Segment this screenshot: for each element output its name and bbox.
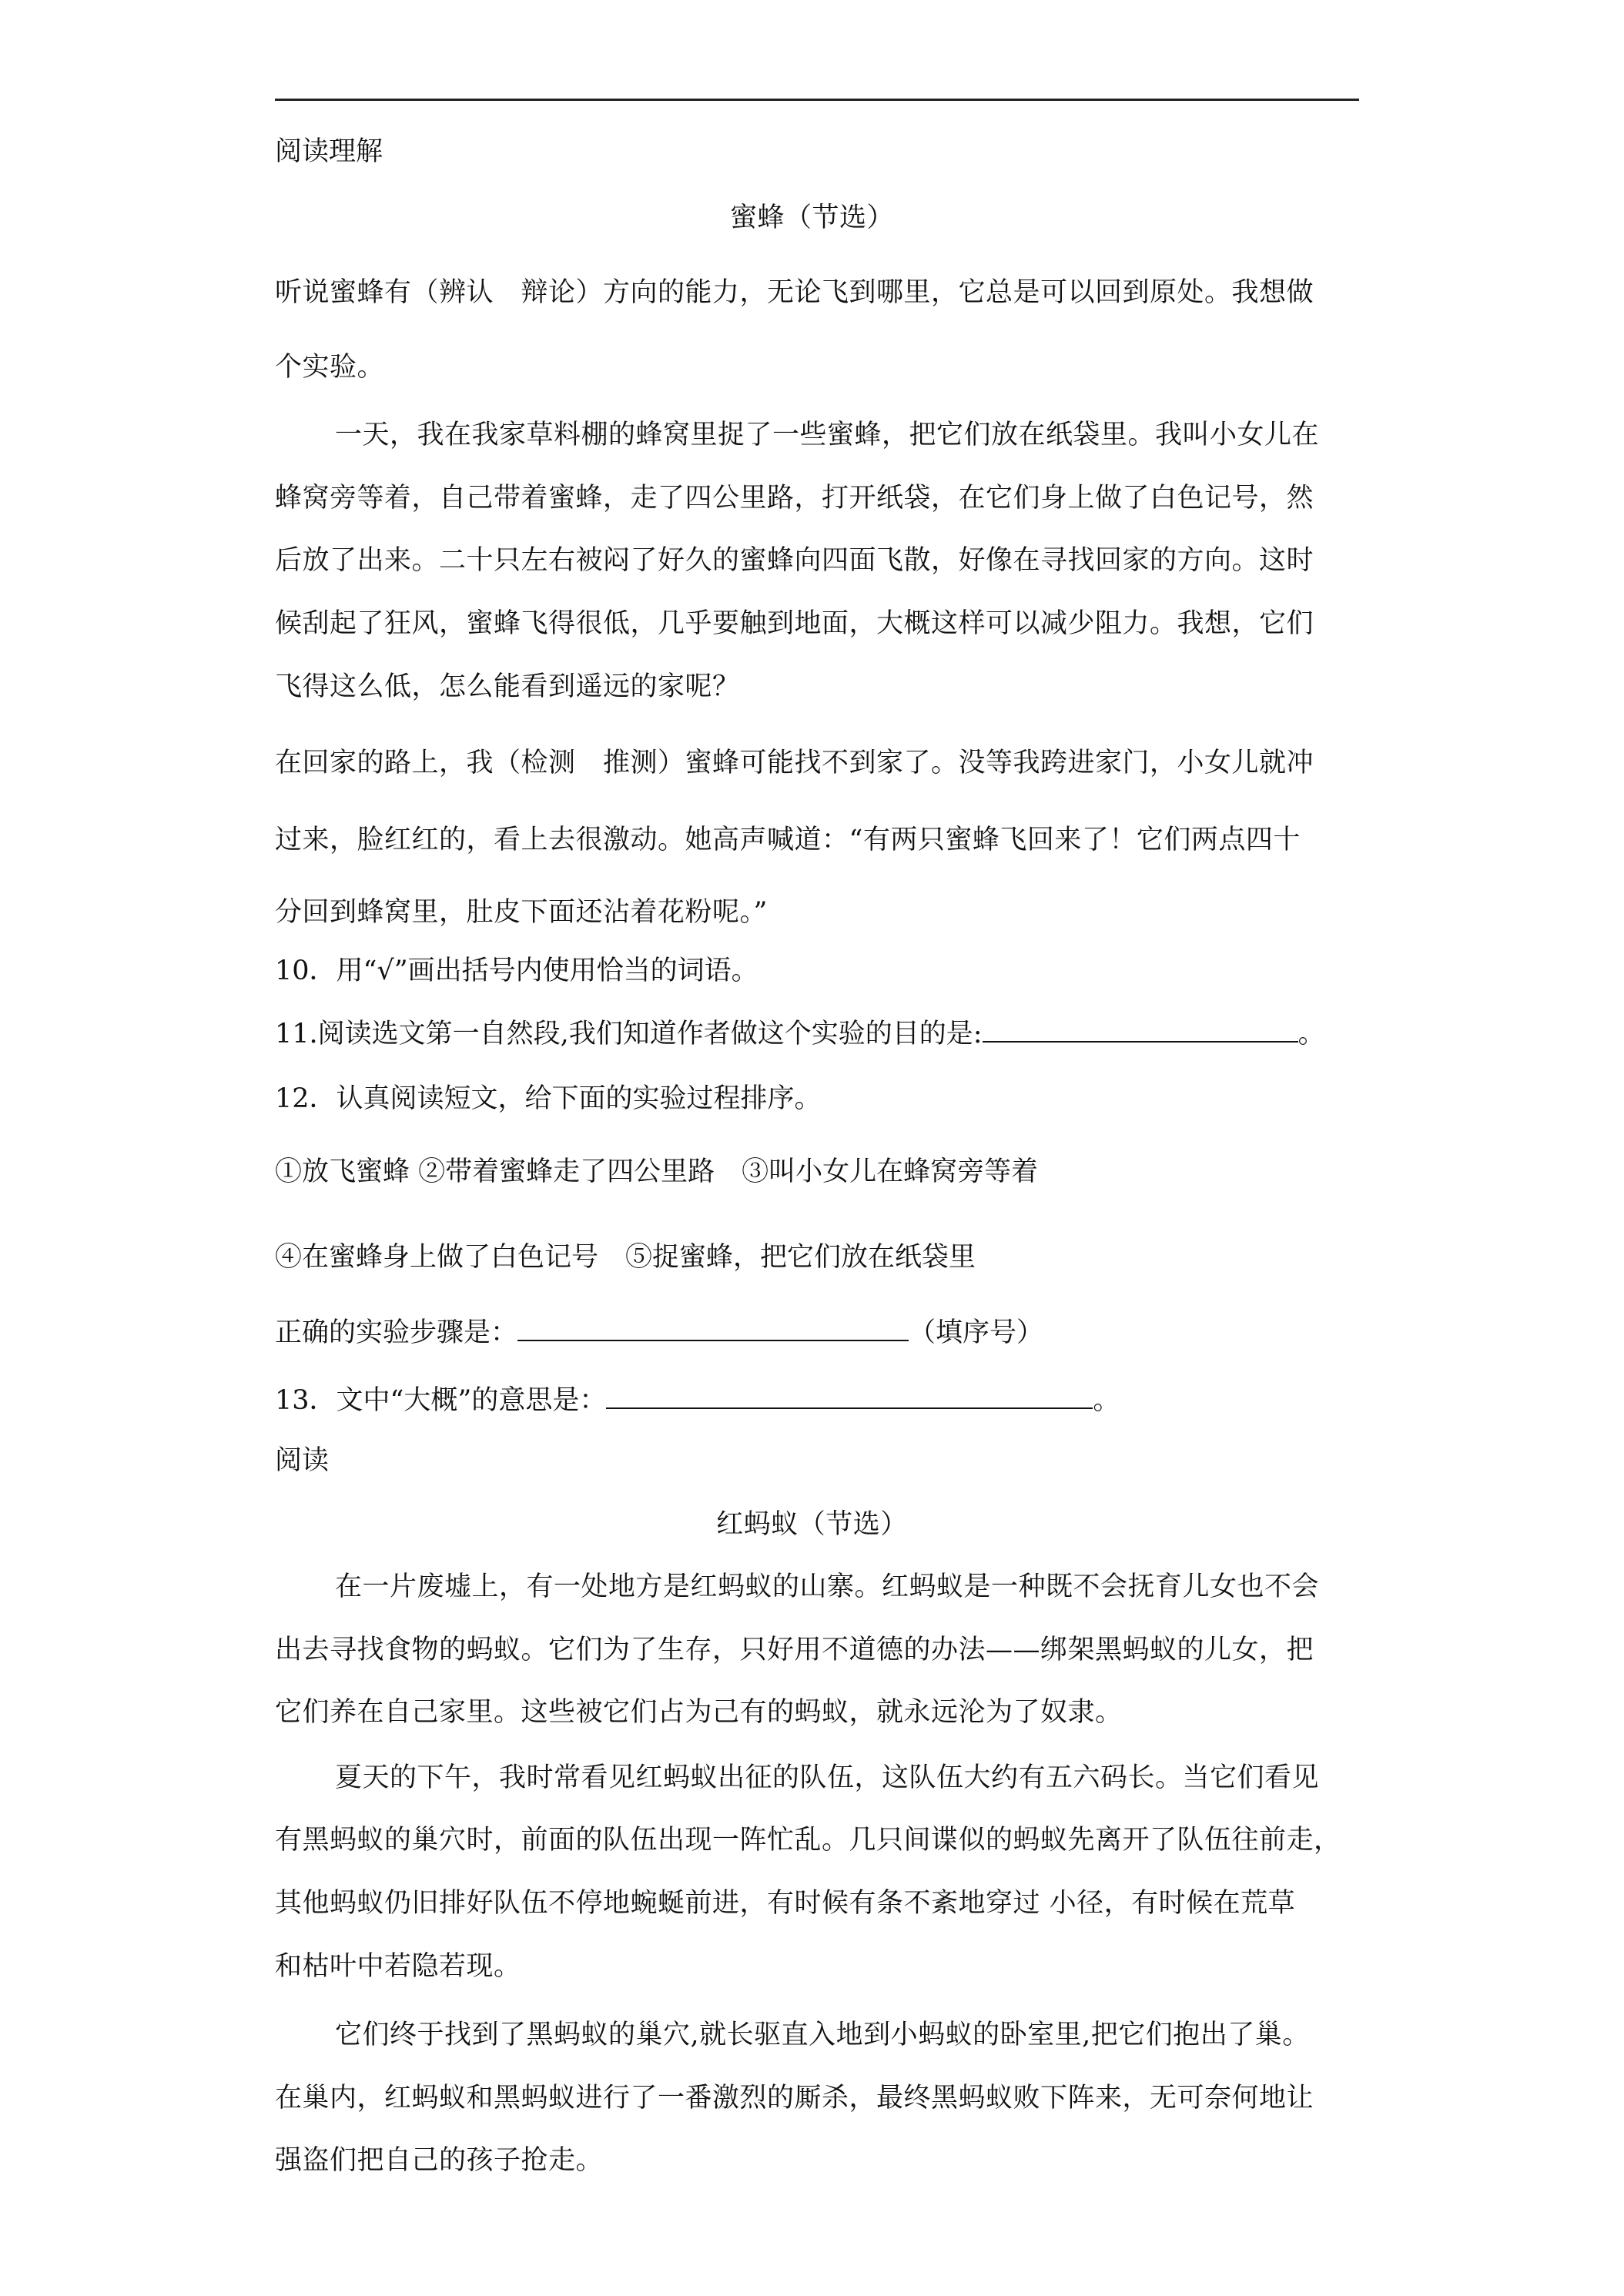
answer-blank-12[interactable] xyxy=(517,1312,909,1341)
paragraph-line: 和枯叶中若隐若现。 xyxy=(275,1951,521,1982)
question-11-text: 11.阅读选文第一自然段,我们知道作者做这个实验的目的是 xyxy=(275,1019,973,1049)
paragraph-line: 出去寻找食物的蚂蚁。它们为了生存，只好用不道德的办法——绑架黑蚂蚁的儿女，把 xyxy=(275,1635,1314,1665)
question-12-options-line-2: ④在蜜蜂身上做了白色记号 ⑤捉蜜蜂，把它们放在纸袋里 xyxy=(275,1242,976,1273)
question-12: 12．认真阅读短文，给下面的实验过程排序。 xyxy=(275,1083,822,1114)
section-label: 阅读 xyxy=(275,1445,330,1476)
question-13-end: 。 xyxy=(1093,1385,1120,1416)
paragraph-line: 个实验。 xyxy=(275,352,385,383)
paragraph-line: 它们终于找到了黑蚂蚁的巢穴,就长驱直入地到小蚂蚁的卧室里,把它们抱出了巢。 xyxy=(335,2020,1310,2050)
question-12-answer-suffix: （填序号） xyxy=(909,1317,1044,1348)
answer-blank-13[interactable] xyxy=(606,1380,1093,1409)
question-11-end: 。 xyxy=(1298,1019,1325,1049)
paragraph-line: 在回家的路上，我（检测 推测）蜜蜂可能找不到家了。没等我跨进家门，小女儿就冲 xyxy=(275,748,1314,778)
question-12-answer xyxy=(275,1312,1043,1352)
question-13 xyxy=(275,1380,1120,1420)
paragraph-line: 在一片废墟上，有一处地方是红蚂蚁的山寨。红蚂蚁是一种既不会抚育儿女也不会 xyxy=(335,1571,1320,1602)
section-label: 阅读理解 xyxy=(275,136,383,167)
passage-title: 蜜蜂（节选） xyxy=(729,202,894,233)
paragraph-line: 候刮起了狂风，蜜蜂飞得很低，几乎要触到地面，大概这样可以减少阻力。我想，它们 xyxy=(275,608,1314,639)
paragraph-line: 一天，我在我家草料棚的蜂窝里捉了一些蜜蜂，把它们放在纸袋里。我叫小女儿在 xyxy=(335,420,1320,450)
question-13-text: 13．文中“大概”的意思是： xyxy=(275,1385,607,1416)
top-rule xyxy=(275,99,1359,101)
paragraph-line: 夏天的下午，我时常看见红蚂蚁出征的队伍，这队伍大约有五六码长。当它们看见 xyxy=(335,1762,1320,1793)
paragraph-line: 蜂窝旁等着，自己带着蜜蜂，走了四公里路，打开纸袋，在它们身上做了白色记号，然 xyxy=(275,483,1314,514)
answer-blank-11[interactable] xyxy=(983,1013,1298,1043)
paragraph-line: 过来，脸红红的，看上去很激动。她高声喊道：“有两只蜜蜂飞回来了！它们两点四十 xyxy=(275,825,1301,855)
paragraph-line: 在巢内，红蚂蚁和黑蚂蚁进行了一番激烈的厮杀，最终黑蚂蚁败下阵来，无可奈何地让 xyxy=(275,2083,1314,2114)
paragraph-line: 飞得这么低，怎么能看到遥远的家呢？ xyxy=(275,671,740,702)
question-12-options-line-1: ①放飞蜜蜂 ②带着蜜蜂走了四公里路 ③叫小女儿在蜂窝旁等着 xyxy=(275,1156,1039,1187)
question-12-answer-prefix: 正确的实验步骤是： xyxy=(275,1317,518,1348)
passage-title: 红蚂蚁（节选） xyxy=(716,1509,908,1540)
question-10: 10．用“√”画出括号内使用恰当的词语。 xyxy=(275,956,758,986)
question-11-colon: : xyxy=(973,1019,983,1049)
paragraph-line: 它们养在自己家里。这些被它们占为己有的蚂蚁，就永远沦为了奴隶。 xyxy=(275,1697,1123,1728)
paragraph-line: 听说蜜蜂有（辨认 辩论）方向的能力，无论飞到哪里，它总是可以回到原处。我想做 xyxy=(275,277,1314,308)
question-11 xyxy=(275,1013,1325,1053)
paragraph-line: 强盗们把自己的孩子抢走。 xyxy=(275,2145,604,2176)
paragraph-line: 有黑蚂蚁的巢穴时，前面的队伍出现一阵忙乱。几只间谍似的蚂蚁先离开了队伍往前走， xyxy=(275,1825,1341,1856)
paragraph-line: 其他蚂蚁仍旧排好队伍不停地蜿蜒前进，有时候有条不紊地穿过 小径，有时候在荒草 xyxy=(275,1888,1296,1919)
paragraph-line: 后放了出来。二十只左右被闷了好久的蜜蜂向四面飞散，好像在寻找回家的方向。这时 xyxy=(275,545,1314,576)
paragraph-line: 分回到蜂窝里，肚皮下面还沾着花粉呢。” xyxy=(275,897,768,928)
